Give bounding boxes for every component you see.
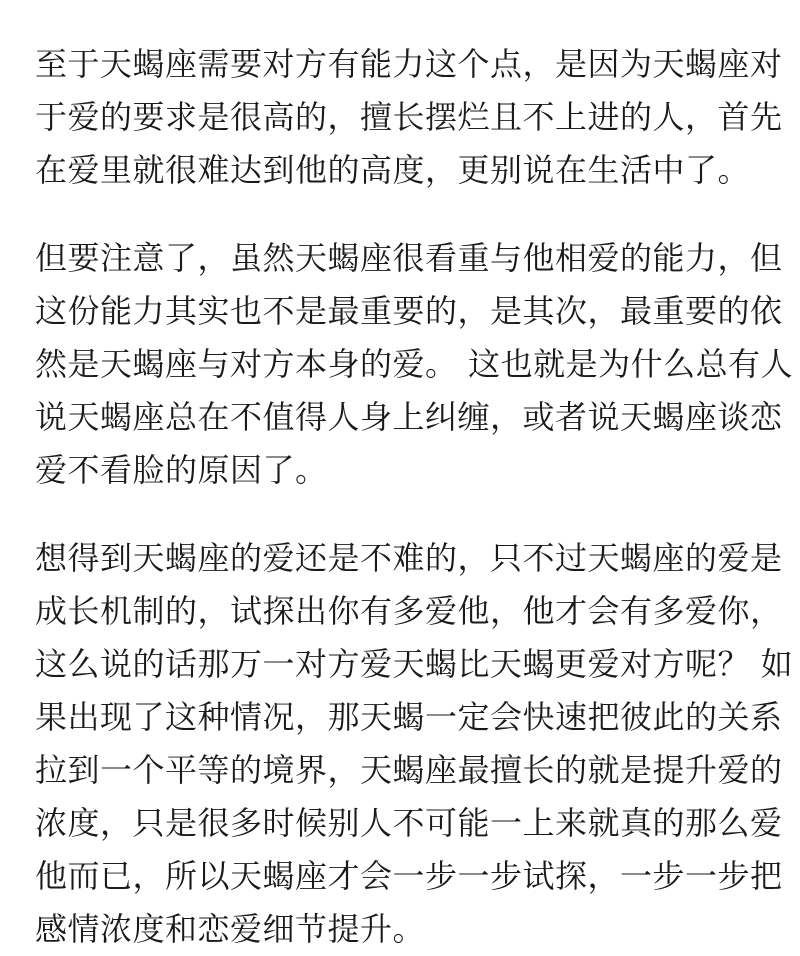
paragraph-2 — [35, 232, 794, 497]
text-line: 拉到一个平等的境界，天蝎座最擅长的就是提升爱的 — [35, 751, 783, 789]
text-line: 感情浓度和恋爱细节提升。 — [35, 910, 426, 948]
text-line: 这份能力其实也不是最重要的，是其次，最重要的依 — [35, 292, 783, 330]
text-line: 这么说的话那万一对方爱天蝎比天蝎更爱对方呢？ 如 — [35, 645, 794, 683]
paragraph-3 — [35, 532, 794, 956]
paragraph-1 — [35, 38, 783, 197]
text-line: 果出现了这种情况，那天蝎一定会快速把彼此的关系 — [35, 698, 783, 736]
text-line: 成长机制的，试探出你有多爱他，他才会有多爱你， — [35, 592, 783, 630]
text-line: 至于天蝎座需要对方有能力这个点，是因为天蝎座对 — [35, 45, 783, 83]
text-line: 想得到天蝎座的爱还是不难的，只不过天蝎座的爱是 — [35, 539, 783, 577]
text-line: 他而已，所以天蝎座才会一步一步试探，一步一步把 — [35, 857, 783, 895]
text-line: 说天蝎座总在不值得人身上纠缠，或者说天蝎座谈恋 — [35, 398, 783, 436]
paragraph-spacer — [35, 497, 775, 532]
text-line: 于爱的要求是很高的，擅长摆烂且不上进的人，首先 — [35, 98, 783, 136]
text-line: 在爱里就很难达到他的高度，更别说在生活中了。 — [35, 151, 751, 189]
paragraph-spacer — [35, 197, 775, 232]
text-line: 爱不看脸的原因了。 — [35, 451, 328, 489]
article-body — [35, 38, 794, 956]
text-line: 但要注意了，虽然天蝎座很看重与他相爱的能力，但 — [35, 239, 783, 277]
text-line: 然是天蝎座与对方本身的爱。 这也就是为什么总有人 — [35, 345, 794, 383]
text-line: 浓度，只是很多时候别人不可能一上来就真的那么爱 — [35, 804, 783, 842]
